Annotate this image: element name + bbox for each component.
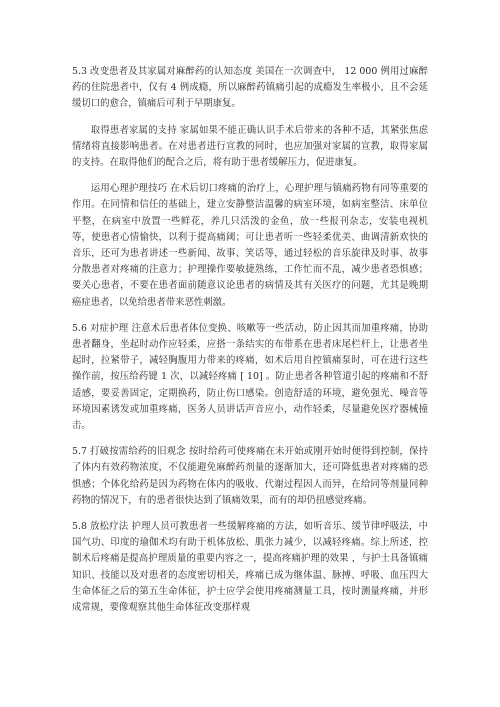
psychological-care-paragraph: 运用心理护理技巧 在术后切口疼痛的治疗上，心理护理与镇痛药物有同等重要的作用。在同情和信任的基础上，建立安静整洁温馨的病室环境，如病室整洁、床单位平整，在病室中放置一些鲜花，养几只活泼的金鱼，放一些报刊杂志，安装电视机等，使患者心情愉快，以利于提高痛阈；可让患者听一些轻柔优美、曲调清新欢快的音乐，还可为患者讲述一些新闻、故事、笑话等，通过轻松的音乐旋律及时事、故事分散患者对疼痛的注意力；护理操作要敏捷熟练，工作忙而不乱，减少患者恐惧感；要关心患者，不要在患者面前随意议论患者的病情及其有关医疗的问题，尤其是晚期癌症患者，以免给患者带来恶性刺激。 [72,183,428,308]
section-5-6-paragraph: 5.6 对症护理 注意术后患者体位变换、咳嗽等一些活动，防止因其而加重疼痛，协助患者翻身，坐起时动作应轻柔，应搭一条结实的布带系在患者床尾栏杆上，让患者坐起时，拉紧带子，减轻胸腹用力带来的疼痛，如术后用自控镇痛泵时，可在进行这些操作前，按压给药键 1 次，以减轻疼痛 [ 10] 。防止患者各种管道引起的疼痛和不舒适感，要妥善固定，定期换药，防止伤口感染。创造舒适的环境，避免强光、噪音等环境因素诱发或加重疼痛，医务人员讲话声音应小，动作轻柔，尽量避免医疗器械撞击。 [72,322,428,432]
section-5-8-paragraph: 5.8 放松疗法 护理人员可教患者一些缓解疼痛的方法，如听音乐、缓节律呼吸法，中国气功、印度的瑜伽术均有助于机体放松、肌张力减少，以减轻疼痛。综上所述，控制术后疼痛是提高护理质量的重要内容之一，提高疼痛护理的效果 ，与护士具备镇痛知识、技能以及对患者的态度密切相关，疼痛已成为继体温、脉搏、呼吸、血压四大生命体征之后的第五生命体征，护士应学会使用疼痛测量工具，按时测量疼痛，并形成常规，要像观察其他生命体征改变那样观 [72,521,428,614]
family-support-paragraph: 取得患者家属的支持 家属如果不能正确认识手术后带来的各种不适，其紧张焦虑情绪将直接影响患者。在对患者进行宣教的同时，也应加强对家属的宣教，取得家属的支持。在取得他们的配合之后，将有助于患者缓解压力，促进康复。 [72,124,428,169]
section-5-7-paragraph: 5.7 打破按需给药的旧观念 按时给药可使疼痛在未开始或刚开始时便得到控制，保持了体内有效药物浓度，不仅能避免麻醉药剂量的逐渐加大，还可降低患者对疼痛的恐惧感；个体化给药是因为药物在体内的吸收、代谢过程因人而异，在给同等剂量同种药物的情况下，有的患者很快达到了镇痛效果，而有的却仍扭感觉疼痛。 [72,446,428,506]
section-5-3-paragraph: 5.3 改变患者及其家属对麻醉药的认知态度 美国在一次调查中， 12 000 例用过麻醉药的住院患者中，仅有 4 例成瘾，所以麻醉药镇痛引起的成瘾发生率极小，且不会延缓切口的愈合，镇痛后可利于早期康复。 [72,66,428,110]
